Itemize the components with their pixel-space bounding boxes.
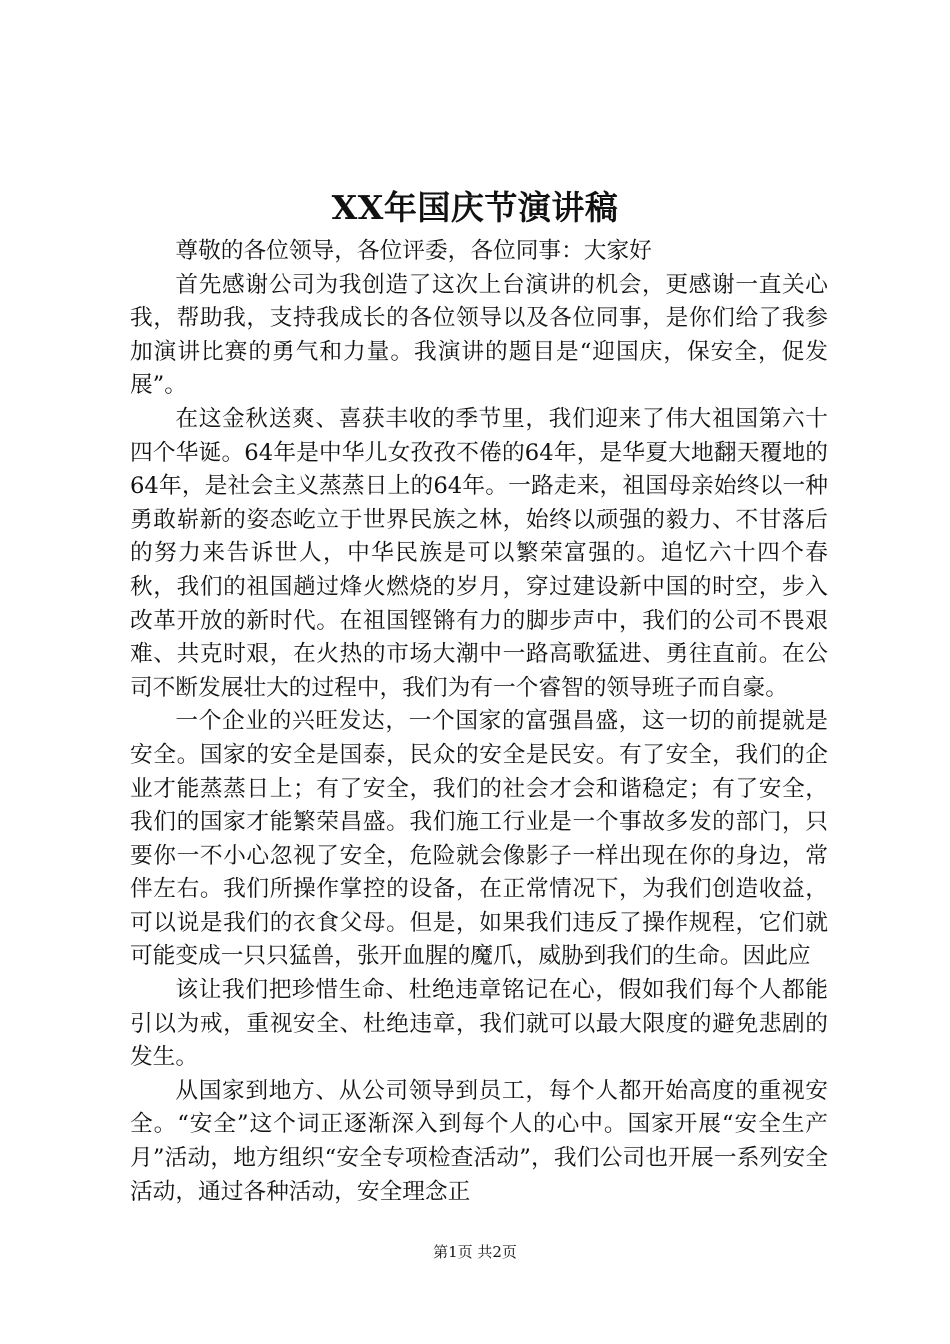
page-number-footer: 第1页 共2页 bbox=[433, 1243, 517, 1261]
body-paragraph: 在这金秋送爽、喜获丰收的季节里，我们迎来了伟大祖国第六十四个华诞。64年是中华儿女孜孜不倦的64年，是华夏大地翻天覆地的64年，是社会主义蒸蒸日上的64年。一路走来，祖国母亲始终以一种勇敢崭新的姿态屹立于世界民族之林，始终以顽强的毅力、不甘落后的努力来告诉世人，中华民族是可以繁荣富强的。追忆六十四个春秋，我们的祖国趟过烽火燃烧的岁月，穿过建设新中国的时空，步入改革开放的新时代。在祖国铿锵有力的脚步声中，我们的公司不畏艰难、共克时艰，在火热的市场大潮中一路高歌猛进、勇往直前。在公司不断发展壮大的过程中，我们为有一个睿智的领导班子而自豪。 bbox=[130, 405, 828, 701]
body-paragraph: 一个企业的兴旺发达，一个国家的富强昌盛，这一切的前提就是安全。国家的安全是国泰，民众的安全是民安。有了安全，我们的企业才能蒸蒸日上；有了安全，我们的社会才会和谐稳定；有了安全，我们的国家才能繁荣昌盛。我们施工行业是一个事故多发的部门，只要你一不小心忽视了安全，危险就会像影子一样出现在你的身边，常伴左右。我们所操作掌控的设备，在正常情况下，为我们创造收益，可以说是我们的衣食父母。但是，如果我们违反了操作规程，它们就可能变成一只只猛兽，张开血腥的魔爪，威胁到我们的生命。因此应 bbox=[130, 708, 828, 970]
salutation-paragraph: 尊敬的各位领导，各位评委，各位同事：大家好 bbox=[175, 238, 652, 264]
body-paragraph: 从国家到地方、从公司领导到员工，每个人都开始高度的重视安全。“安全”这个词正逐渐深入到每个人的心中。国家开展“安全生产月”活动，地方组织“安全专项检查活动”，我们公司也开展一系列安全活动，通过各种活动，安全理念正 bbox=[130, 1077, 828, 1205]
document-body bbox=[130, 235, 828, 1209]
document-title: XX年国庆节演讲稿 bbox=[331, 188, 619, 227]
body-paragraph: 首先感谢公司为我创造了这次上台演讲的机会，更感谢一直关心我，帮助我，支持我成长的各位领导以及各位同事，是你们给了我参加演讲比赛的勇气和力量。我演讲的题目是“迎国庆，保安全，促发展”。 bbox=[130, 271, 828, 399]
body-paragraph: 该让我们把珍惜生命、杜绝违章铭记在心，假如我们每个人都能引以为戒，重视安全、杜绝违章，我们就可以最大限度的避免悲剧的发生。 bbox=[130, 977, 828, 1071]
